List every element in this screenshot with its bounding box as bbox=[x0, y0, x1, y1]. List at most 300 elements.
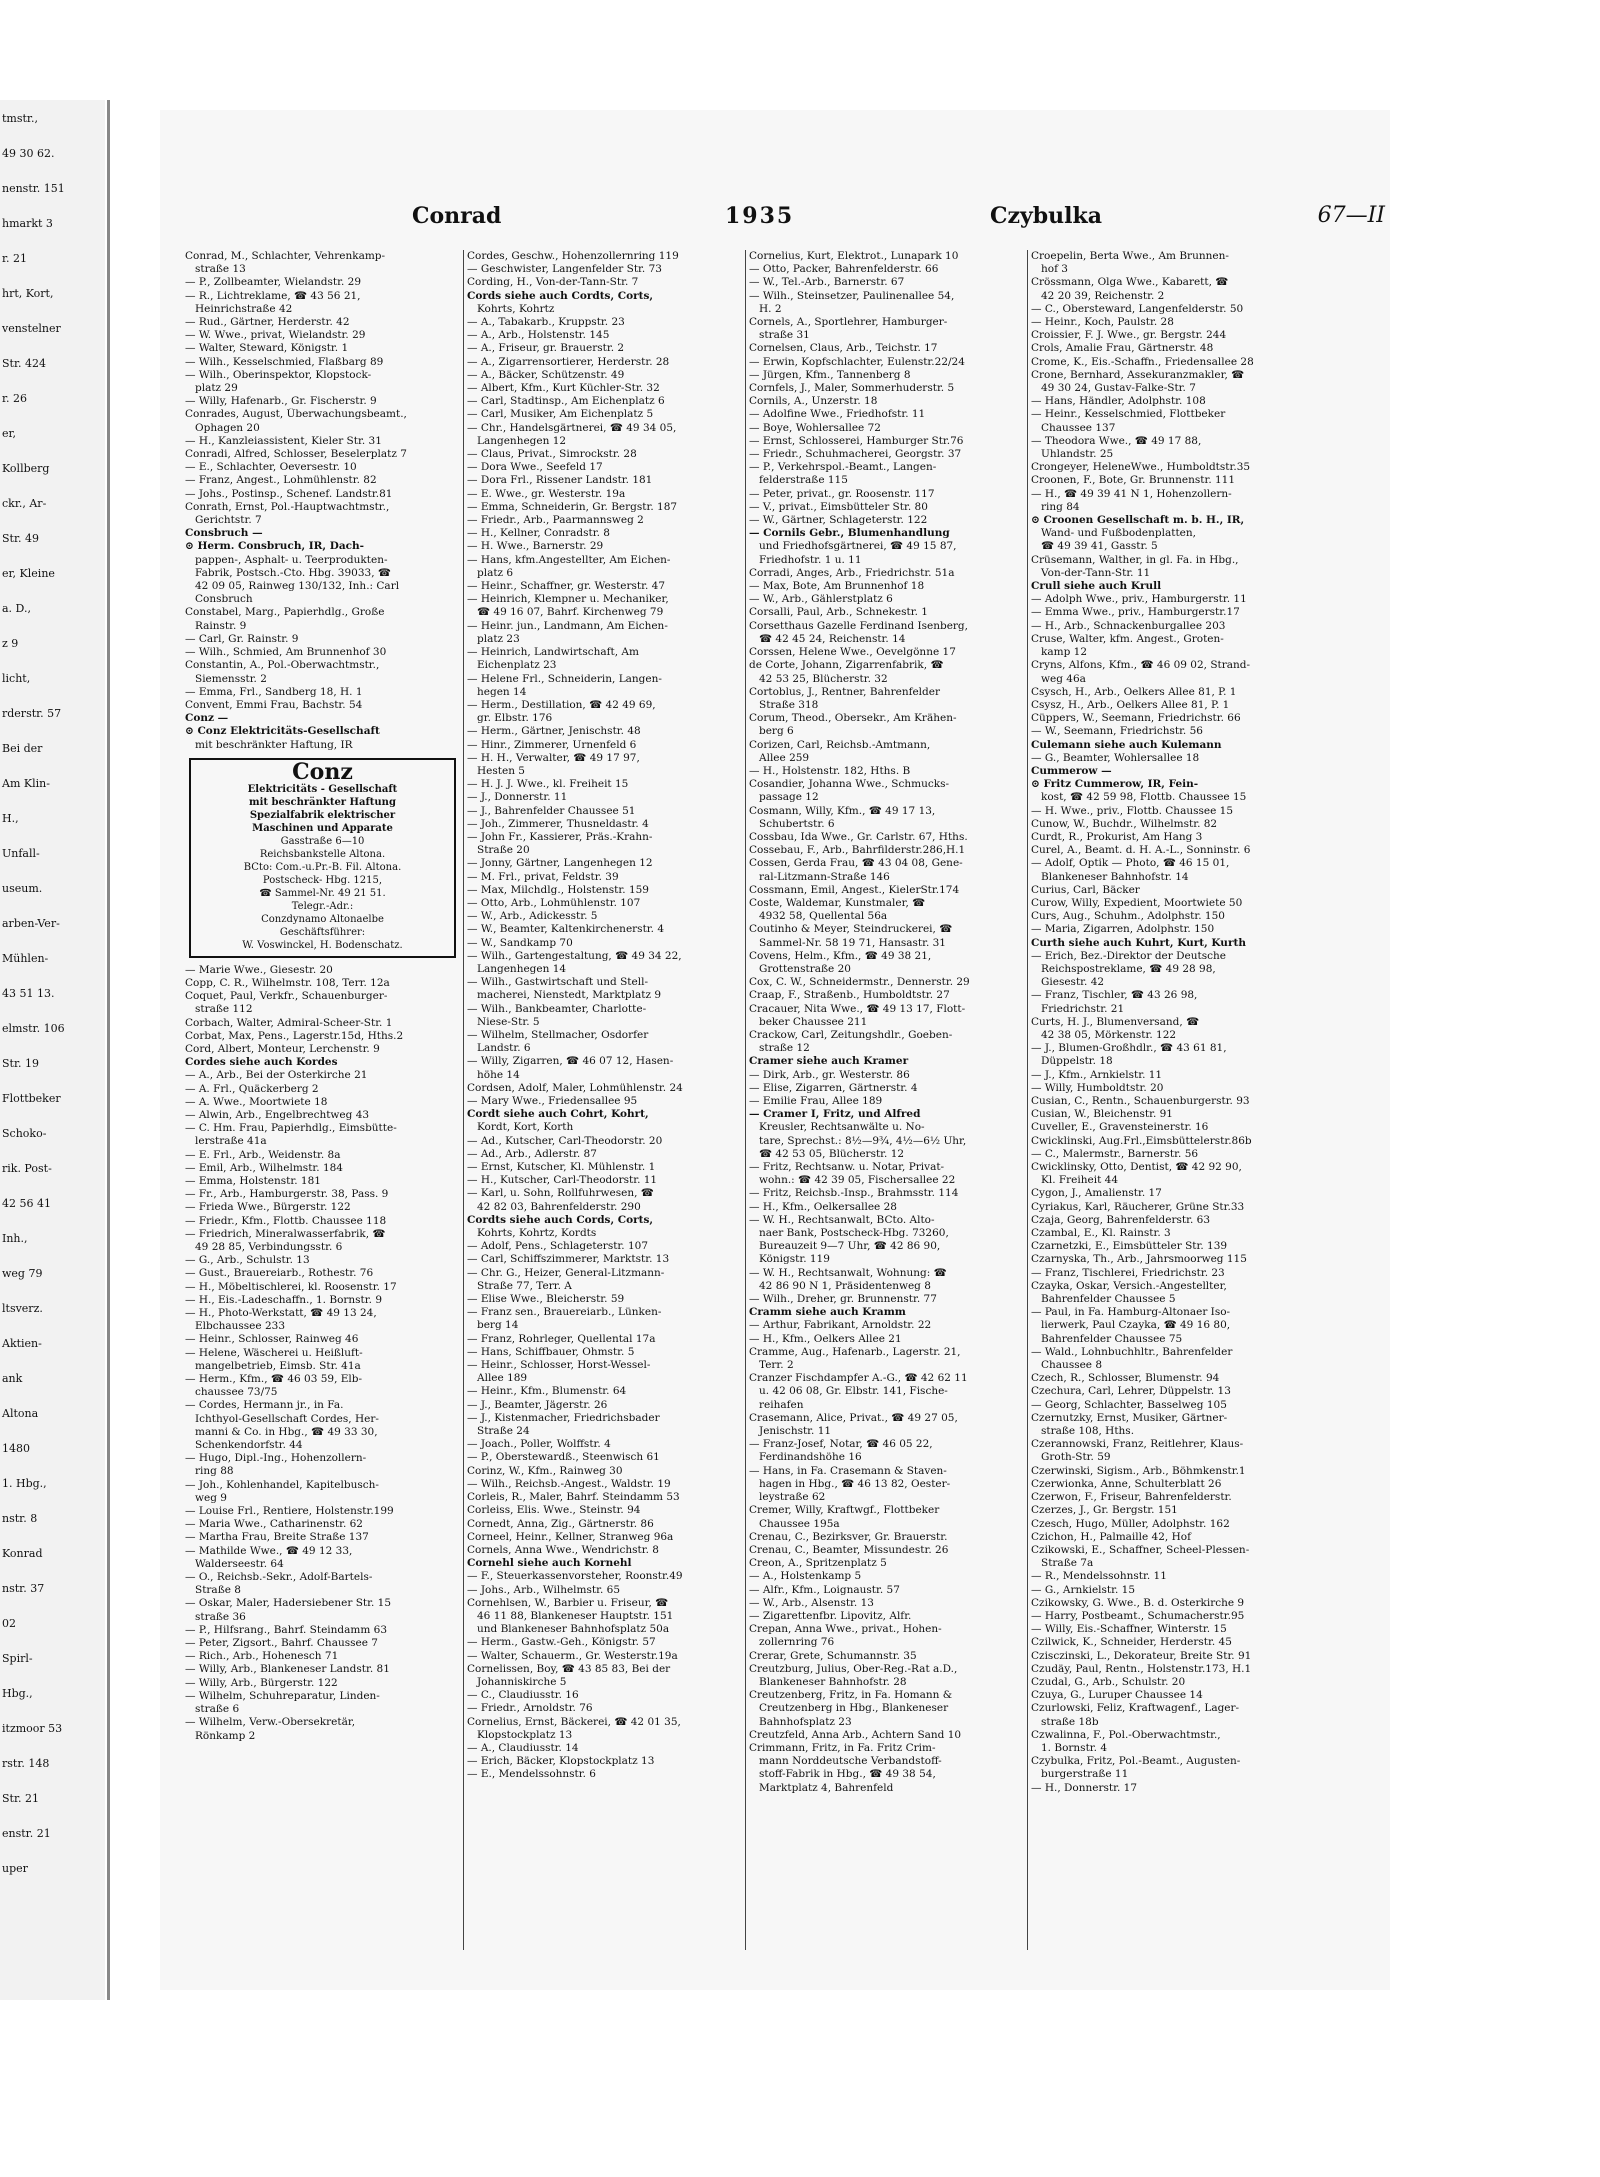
strip-line: Str. 21 bbox=[2, 1792, 39, 1805]
directory-entry: straße 18b bbox=[1041, 1715, 1099, 1728]
directory-entry: ring 84 bbox=[1041, 500, 1080, 513]
strip-line: Kollberg bbox=[2, 462, 50, 475]
directory-entry: — Hugo, Dipl.-Ing., Hohenzollern- bbox=[185, 1452, 367, 1465]
directory-entry: Crols, Amalie Frau, Gärtnerstr. 48 bbox=[1031, 342, 1214, 355]
directory-entry: — W., Beamter, Kaltenkirchenerstr. 4 bbox=[467, 923, 665, 936]
directory-entry: Giesestr. 42 bbox=[1041, 976, 1105, 989]
directory-entry: Cossebau, F., Arb., Bahrfilderstr.286,H.1 bbox=[749, 844, 966, 857]
directory-entry: ⊙ Herm. Consbruch, IR, Dach- bbox=[185, 540, 365, 553]
directory-entry: — H. Wwe., priv., Flottb. Chaussee 15 bbox=[1031, 804, 1233, 817]
directory-entry: Cordt siehe auch Cohrt, Kohrt, bbox=[467, 1108, 649, 1121]
directory-entry: — F., Steuerkassenvorsteher, Roonstr.49 bbox=[467, 1570, 683, 1583]
adjacent-page-strip bbox=[0, 100, 105, 2000]
directory-entry: Curius, Carl, Bäcker bbox=[1031, 883, 1140, 896]
strip-line: Aktien- bbox=[2, 1337, 42, 1350]
directory-entry: lierwerk, Paul Czayka, ☎ 49 16 80, bbox=[1041, 1319, 1231, 1332]
directory-entry: — Willy, Eis.-Schaffner, Winterstr. 15 bbox=[1031, 1623, 1227, 1636]
strip-line: Altona bbox=[2, 1407, 39, 1420]
strip-line: nenstr. 151 bbox=[2, 182, 65, 195]
directory-entry: mann Norddeutsche Verbandstoff- bbox=[759, 1755, 942, 1768]
directory-entry: — H., Kanzleiassistent, Kieler Str. 31 bbox=[185, 434, 382, 447]
directory-entry: Crasemann, Alice, Privat., ☎ 49 27 05, bbox=[749, 1411, 958, 1424]
directory-entry: — Hans, Schiffbauer, Ohmstr. 5 bbox=[467, 1345, 635, 1358]
directory-entry: — Friedr., Kfm., Flottb. Chaussee 118 bbox=[185, 1214, 387, 1227]
directory-entry: — R., Mendelssohnstr. 11 bbox=[1031, 1570, 1167, 1583]
directory-entry: mangelbetrieb, Eimsb. Str. 41a bbox=[195, 1359, 361, 1372]
directory-entry: Bahnhofsplatz 23 bbox=[759, 1715, 852, 1728]
directory-entry: — Walter, Schauerm., Gr. Westerstr.19a bbox=[467, 1649, 678, 1662]
strip-line: er, bbox=[2, 427, 17, 440]
directory-entry: höhe 14 bbox=[477, 1068, 520, 1081]
directory-entry: — Marie Wwe., Giesestr. 20 bbox=[185, 963, 333, 976]
strip-line: z 9 bbox=[2, 637, 19, 650]
directory-entry: gr. Elbstr. 176 bbox=[477, 712, 553, 725]
directory-entry: — C. Hm. Frau, Papierhdlg., Eimsbütte- bbox=[185, 1122, 397, 1135]
directory-entry: Cornels, Anna Wwe., Wendrichstr. 8 bbox=[467, 1543, 659, 1556]
directory-entry: — P., Oberstewardß., Steenwisch 61 bbox=[467, 1451, 660, 1464]
directory-entry: Csysz, H., Arb., Oelkers Allee 81, P. 1 bbox=[1031, 698, 1230, 711]
strip-line: rstr. 148 bbox=[2, 1757, 50, 1770]
directory-entry: Rönkamp 2 bbox=[195, 1729, 256, 1742]
directory-entry: Curts, H. J., Blumenversand, ☎ bbox=[1031, 1015, 1200, 1028]
directory-entry: Cornelius, Ernst, Bäckerei, ☎ 42 01 35, bbox=[467, 1715, 681, 1728]
directory-entry: Wand- und Fußbodenplatten, bbox=[1041, 527, 1196, 540]
directory-entry: Creutzfeld, Anna Arb., Achtern Sand 10 bbox=[749, 1728, 962, 1741]
directory-entry: — E. Wwe., gr. Westerstr. 19a bbox=[467, 487, 626, 500]
directory-entry: passage 12 bbox=[759, 791, 819, 804]
directory-entry: Corssen, Helene Wwe., Oevelgönne 17 bbox=[749, 646, 956, 659]
strip-line: Spirl- bbox=[2, 1652, 33, 1665]
directory-entry: — A., Arb., Holstenstr. 145 bbox=[467, 329, 610, 342]
header-last-name: Czybulka bbox=[990, 203, 1103, 229]
directory-entry: Conrades, August, Überwachungsbeamt., bbox=[185, 408, 407, 421]
directory-entry: 1. Bornstr. 4 bbox=[1041, 1741, 1108, 1754]
directory-entry: — Fr., Arb., Hamburgerstr. 38, Pass. 9 bbox=[185, 1188, 389, 1201]
directory-entry: Czisczinski, L., Dekorateur, Breite Str. 91 bbox=[1031, 1649, 1252, 1662]
directory-entry: — Wilh., Gartengestaltung, ☎ 49 34 22, bbox=[467, 949, 682, 962]
directory-entry: — C., Claudiusstr. 16 bbox=[467, 1689, 579, 1702]
directory-entry: lerstraße 41a bbox=[195, 1135, 267, 1148]
directory-entry: — Rud., Gärtner, Herderstr. 42 bbox=[185, 316, 350, 329]
directory-entry: Crull siehe auch Krull bbox=[1031, 580, 1162, 593]
directory-entry: Groth-Str. 59 bbox=[1041, 1451, 1111, 1464]
strip-line: Inh., bbox=[2, 1232, 28, 1245]
directory-entry: Bahrenfelder Chaussee 75 bbox=[1041, 1332, 1183, 1345]
directory-entry: Düppelstr. 18 bbox=[1041, 1055, 1113, 1068]
strip-line: nstr. 37 bbox=[2, 1582, 45, 1595]
directory-entry: Blankeneser Bahnhofstr. 14 bbox=[1041, 870, 1189, 883]
directory-entry: Schenkendorfstr. 44 bbox=[195, 1439, 303, 1452]
directory-entry: Cortoblus, J., Rentner, Bahrenfelder bbox=[749, 685, 940, 698]
directory-entry: Cummerow — bbox=[1031, 764, 1112, 777]
directory-entry: — Alwin, Arb., Engelbrechtweg 43 bbox=[185, 1108, 370, 1121]
directory-entry: — Heinrich, Klempner u. Mechaniker, bbox=[467, 593, 669, 606]
directory-entry: — G., Beamter, Wohlersallee 18 bbox=[1031, 751, 1200, 764]
directory-entry: zollernring 76 bbox=[759, 1636, 835, 1649]
directory-entry: stoff-Fabrik in Hbg., ☎ 49 38 54, bbox=[759, 1768, 936, 1781]
directory-entry: Klopstockplatz 13 bbox=[477, 1728, 573, 1741]
directory-entry: — Dirk, Arb., gr. Westerstr. 86 bbox=[749, 1068, 910, 1081]
directory-entry: Langenhegen 12 bbox=[477, 434, 567, 447]
directory-entry: — Herm., Destillation, ☎ 42 49 69, bbox=[467, 698, 656, 711]
directory-entry: — H. Wwe., Barnerstr. 29 bbox=[467, 540, 604, 553]
directory-entry: — A., Claudiusstr. 14 bbox=[467, 1741, 579, 1754]
strip-line: rik. Post- bbox=[2, 1162, 52, 1175]
directory-entry: Corleiss, Elis. Wwe., Steinstr. 94 bbox=[467, 1504, 641, 1517]
directory-entry: Crenau, C., Beamter, Missundestr. 26 bbox=[749, 1543, 949, 1556]
directory-entry: Czerzes, J., Gr. Bergstr. 151 bbox=[1031, 1504, 1178, 1517]
strip-line: venstelner bbox=[2, 322, 61, 335]
directory-entry: Cwicklinsky, Otto, Dentist, ☎ 42 92 90, bbox=[1031, 1161, 1242, 1174]
directory-entry: Cramm siehe auch Kramm bbox=[749, 1306, 906, 1319]
directory-entry: — R., Lichtreklame, ☎ 43 56 21, bbox=[185, 289, 361, 302]
directory-entry: — Erich, Bez.-Direktor der Deutsche bbox=[1031, 949, 1226, 962]
directory-entry: Friedhofstr. 1 u. 11 bbox=[759, 553, 862, 566]
directory-entry: — W. H., Rechtsanwalt, Wohnung: ☎ bbox=[749, 1266, 947, 1279]
directory-entry: Conrath, Ernst, Pol.-Hauptwachtmstr., bbox=[185, 500, 390, 513]
directory-entry: Creutzburg, Julius, Ober-Reg.-Rat a.D., bbox=[749, 1662, 958, 1675]
directory-entry: Siemensstr. 2 bbox=[195, 672, 267, 685]
directory-entry: — Ad., Kutscher, Carl-Theodorstr. 20 bbox=[467, 1134, 663, 1147]
directory-entry: 46 11 88, Blankeneser Hauptstr. 151 bbox=[477, 1609, 674, 1622]
directory-entry: — J., Bahrenfelder Chaussee 51 bbox=[467, 804, 636, 817]
directory-entry: Cordes siehe auch Kordes bbox=[185, 1056, 338, 1069]
directory-entry: Corsetthaus Gazelle Ferdinand Isenberg, bbox=[749, 619, 968, 632]
directory-entry: — H., Donnerstr. 17 bbox=[1031, 1781, 1138, 1794]
directory-entry: felderstraße 115 bbox=[759, 474, 848, 487]
directory-entry: — H., Photo-Werkstatt, ☎ 49 13 24, bbox=[185, 1307, 377, 1319]
directory-entry: weg 9 bbox=[195, 1491, 227, 1504]
directory-entry: — H., Kutscher, Carl-Theodorstr. 11 bbox=[467, 1174, 658, 1187]
directory-entry: manni & Co. in Hbg., ☎ 49 33 30, bbox=[195, 1425, 378, 1438]
directory-entry: — H., Arb., Schnackenburgallee 203 bbox=[1031, 619, 1226, 632]
directory-entry: — E. Frl., Arb., Weidenstr. 8a bbox=[185, 1148, 341, 1161]
directory-entry: Czwalinna, F., Pol.-Oberwachtmstr., bbox=[1031, 1728, 1221, 1741]
directory-entry: Allee 189 bbox=[477, 1372, 528, 1385]
directory-entry: — Heinr., Kesselschmied, Flottbeker bbox=[1031, 408, 1226, 421]
directory-entry: — Heinrich, Landwirtschaft, Am bbox=[467, 646, 639, 659]
directory-entry: Czerannowski, Franz, Reitlehrer, Klaus- bbox=[1031, 1438, 1244, 1451]
directory-entry: Curdt, R., Prokurist, Am Hang 3 bbox=[1031, 830, 1203, 843]
directory-entry: — Erich, Bäcker, Klopstockplatz 13 bbox=[467, 1755, 655, 1768]
directory-entry: Czaja, Georg, Bahrenfelderstr. 63 bbox=[1031, 1213, 1211, 1226]
directory-entry: — Theodora Wwe., ☎ 49 17 88, bbox=[1031, 434, 1202, 447]
strip-line: Str. 49 bbox=[2, 532, 39, 545]
directory-entry: — O., Reichsb.-Sekr., Adolf-Bartels- bbox=[185, 1571, 373, 1584]
directory-entry: — G., Arnkielstr. 15 bbox=[1031, 1583, 1136, 1596]
directory-entry: — Friedrich, Mineralwasserfabrik, ☎ bbox=[185, 1227, 386, 1240]
directory-entry: Jenischstr. 11 bbox=[759, 1425, 832, 1438]
strip-line: arben-Ver- bbox=[2, 917, 60, 930]
directory-entry: Curth siehe auch Kuhrt, Kurt, Kurth bbox=[1031, 936, 1246, 949]
directory-entry: Curel, A., Beamt. d. H. A.-L., Sonninstr. 6 bbox=[1031, 844, 1251, 857]
directory-entry: Kreusler, Rechtsanwälte u. No- bbox=[759, 1121, 925, 1134]
directory-entry: — Harry, Postbeamt., Schumacherstr.95 bbox=[1031, 1609, 1245, 1622]
strip-line: Konrad bbox=[2, 1547, 43, 1560]
directory-entry: — Ernst, Schlosserei, Hamburger Str.76 bbox=[749, 434, 964, 447]
directory-entry: — Dora Wwe., Seefeld 17 bbox=[467, 461, 603, 474]
strip-line: a. D., bbox=[2, 602, 31, 615]
directory-entry: — Herm., Gärtner, Jenischstr. 48 bbox=[467, 725, 641, 738]
directory-entry: Cords siehe auch Cordts, Corts, bbox=[467, 289, 654, 302]
directory-entry: — Otto, Packer, Bahrenfelderstr. 66 bbox=[749, 263, 939, 276]
directory-entry: straße 12 bbox=[759, 1042, 810, 1055]
strip-line: uper bbox=[2, 1862, 28, 1875]
directory-entry: Allee 259 bbox=[759, 751, 810, 764]
directory-entry: Corizen, Carl, Reichsb.-Amtmann, bbox=[749, 738, 931, 751]
directory-entry: — H. J. J. Wwe., kl. Freiheit 15 bbox=[467, 778, 629, 791]
directory-entry: — Wilh., Bankbeamter, Charlotte- bbox=[467, 1002, 647, 1015]
directory-entry: Crüsemann, Walther, in gl. Fa. in Hbg., bbox=[1031, 553, 1239, 566]
directory-entry: — Johs., Postinsp., Schenef. Landstr.81 bbox=[185, 487, 393, 500]
ad-line: Maschinen und Apparate bbox=[252, 822, 393, 834]
directory-entry: platz 6 bbox=[477, 566, 514, 579]
directory-entry: Cosandier, Johanna Wwe., Schmucks- bbox=[749, 778, 950, 791]
directory-entry: Convent, Emmi Frau, Bachstr. 54 bbox=[185, 698, 363, 711]
directory-entry: ☎ 49 39 41, Gasstr. 5 bbox=[1041, 540, 1158, 553]
ad-line: mit beschränkter Haftung bbox=[249, 796, 396, 808]
directory-entry: Kordt, Kort, Korth bbox=[477, 1121, 574, 1134]
directory-entry: Crongeyer, HeleneWwe., Humboldtstr.35 bbox=[1031, 461, 1251, 474]
directory-entry: — Willy, Hafenarb., Gr. Fischerstr. 9 bbox=[185, 395, 377, 408]
directory-entry: — Herm., Kfm., ☎ 46 03 59, Elb- bbox=[185, 1373, 363, 1386]
directory-entry: Cornehlsen, W., Barbier u. Friseur, ☎ bbox=[467, 1596, 669, 1609]
directory-entry: — A., Zigarrensortierer, Herderstr. 28 bbox=[467, 355, 670, 368]
strip-line: ank bbox=[2, 1372, 23, 1385]
directory-entry: — Hans, kfm.Angestellter, Am Eichen- bbox=[467, 553, 671, 566]
directory-entry: — A., Bäcker, Schützenstr. 49 bbox=[467, 368, 625, 381]
directory-entry: Consbruch bbox=[195, 593, 253, 606]
directory-entry: tare, Sprechst.: 8½—9¾, 4½—6½ Uhr, bbox=[759, 1134, 967, 1147]
directory-entry: Niese-Str. 5 bbox=[477, 1015, 540, 1028]
directory-entry: Cosmann, Willy, Kfm., ☎ 49 17 13, bbox=[749, 804, 936, 817]
directory-entry: — Elise Wwe., Bleicherstr. 59 bbox=[467, 1293, 625, 1306]
directory-entry: Constantin, A., Pol.-Oberwachtmstr., bbox=[185, 659, 380, 672]
directory-entry: Creutzenberg, Fritz, in Fa. Homann & bbox=[749, 1689, 953, 1702]
directory-entry: Kohrts, Kohrtz bbox=[477, 302, 555, 315]
directory-entry: — C., Obersteward, Langenfelderstr. 50 bbox=[1031, 302, 1244, 315]
strip-line: elmstr. 106 bbox=[2, 1022, 65, 1035]
directory-entry: Corleis, R., Maler, Bahrf. Steindamm 53 bbox=[467, 1491, 680, 1504]
directory-entry: — Wilh., Gastwirtschaft und Stell- bbox=[467, 976, 648, 989]
directory-entry: — Adolph Wwe., priv., Hamburgerstr. 11 bbox=[1031, 593, 1247, 606]
directory-entry: u. 42 06 08, Gr. Elbstr. 141, Fische- bbox=[759, 1385, 948, 1398]
strip-line: enstr. 21 bbox=[2, 1827, 51, 1840]
directory-entry: Cossmann, Emil, Angest., KielerStr.174 bbox=[749, 883, 960, 896]
ad-line: BCto: Com.-u.Pr.-B. Fil. Altona. bbox=[243, 861, 402, 873]
strip-line: 42 56 41 bbox=[2, 1197, 51, 1210]
directory-entry: straße 36 bbox=[195, 1610, 246, 1623]
ad-line: Geschäftsführer: bbox=[279, 926, 366, 938]
directory-entry: — Hans, in Fa. Crasemann & Staven- bbox=[749, 1464, 947, 1477]
directory-entry: — W., Arb., Alsenstr. 13 bbox=[749, 1596, 874, 1609]
directory-entry: Cygon, J., Amalienstr. 17 bbox=[1031, 1187, 1162, 1200]
directory-entry: leystraße 62 bbox=[759, 1491, 826, 1504]
directory-entry: Gerichtstr. 7 bbox=[195, 514, 262, 527]
directory-entry: — Ad., Arb., Adlerstr. 87 bbox=[467, 1147, 597, 1160]
directory-entry: — Helene, Wäscherei u. Heißluft- bbox=[185, 1346, 363, 1359]
directory-entry: Craap, F., Straßenb., Humboldtstr. 27 bbox=[749, 989, 950, 1002]
directory-entry: Blankeneser Bahnhofstr. 28 bbox=[759, 1675, 907, 1688]
directory-entry: Terr. 2 bbox=[759, 1359, 794, 1372]
directory-entry: Cordes, Geschw., Hohenzollernring 119 bbox=[467, 250, 679, 262]
directory-entry: Eichenplatz 23 bbox=[477, 659, 557, 672]
directory-entry: — Cramer I, Fritz, und Alfred bbox=[749, 1108, 921, 1121]
directory-entry: und Friedhofsgärtnerei, ☎ 49 15 87, bbox=[759, 540, 957, 553]
directory-entry: beker Chaussee 211 bbox=[759, 1015, 868, 1028]
directory-entry: Czech, R., Schlosser, Blumenstr. 94 bbox=[1031, 1372, 1220, 1385]
directory-entry: — Emil, Arb., Wilhelmstr. 184 bbox=[185, 1161, 343, 1174]
directory-entry: — Wilh., Oberinspektor, Klopstock- bbox=[185, 368, 372, 381]
directory-entry: Czikowski, E., Schaffner, Scheel-Plessen- bbox=[1031, 1543, 1250, 1556]
directory-entry: Straße 8 bbox=[195, 1584, 241, 1597]
strip-line: Mühlen- bbox=[2, 952, 49, 965]
directory-entry: — P., Hilfsrang., Bahrf. Steindamm 63 bbox=[185, 1623, 387, 1636]
directory-entry: — A., Arb., Bei der Osterkirche 21 bbox=[185, 1069, 368, 1082]
directory-entry: Cox, C. W., Schneidermstr., Dennerstr. 29 bbox=[749, 976, 970, 989]
directory-entry: mit beschränkter Haftung, IR bbox=[195, 738, 353, 751]
directory-entry: straße 112 bbox=[195, 1003, 253, 1016]
directory-entry: Straße 77, Terr. A bbox=[477, 1279, 572, 1292]
directory-entry: Cornelsen, Claus, Arb., Teichstr. 17 bbox=[749, 342, 938, 355]
directory-entry: Straße 20 bbox=[477, 844, 530, 857]
directory-entry: kost, ☎ 42 59 98, Flottb. Chaussee 15 bbox=[1041, 791, 1247, 804]
directory-entry: — Johs., Arb., Wilhelmstr. 65 bbox=[467, 1583, 620, 1596]
directory-entry: Czechura, Carl, Lehrer, Düppelstr. 13 bbox=[1031, 1385, 1231, 1398]
directory-entry: — A. Wwe., Moortwiete 18 bbox=[185, 1095, 328, 1108]
directory-entry: — Wilhelm, Stellmacher, Osdorfer bbox=[467, 1028, 649, 1041]
directory-entry: straße 6 bbox=[195, 1703, 240, 1716]
directory-entry: ring 88 bbox=[195, 1465, 234, 1478]
directory-entry: Czernutzky, Ernst, Musiker, Gärtner- bbox=[1031, 1411, 1228, 1424]
strip-line: Flottbeker bbox=[2, 1092, 61, 1105]
directory-entry: — J., Beamter, Jägerstr. 26 bbox=[467, 1398, 608, 1411]
directory-entry: Cornehl siehe auch Kornehl bbox=[467, 1557, 632, 1570]
directory-entry: — A. Frl., Quäckerberg 2 bbox=[185, 1082, 319, 1095]
strip-line: 43 51 13. bbox=[2, 987, 55, 1000]
directory-entry: Grottenstraße 20 bbox=[759, 962, 851, 975]
directory-entry: — Hans, Händler, Adolphstr. 108 bbox=[1031, 395, 1206, 408]
directory-entry: Creon, A., Spritzenplatz 5 bbox=[749, 1557, 887, 1570]
directory-entry: — Paul, in Fa. Hamburg-Altonaer Iso- bbox=[1031, 1306, 1231, 1319]
directory-entry: Czayka, Oskar, Versich.-Angestellter, bbox=[1031, 1279, 1227, 1292]
directory-entry: Ichthyol-Gesellschaft Cordes, Her- bbox=[195, 1412, 379, 1425]
directory-entry: Cryns, Alfons, Kfm., ☎ 46 09 02, Strand- bbox=[1031, 659, 1251, 672]
directory-entry: burgerstraße 11 bbox=[1041, 1768, 1129, 1781]
directory-entry: Cremer, Willy, Kraftwgf., Flottbeker bbox=[749, 1504, 940, 1517]
directory-entry: Bureauzeit 9—7 Uhr, ☎ 42 86 90, bbox=[759, 1240, 941, 1253]
directory-entry: — Franz-Josef, Notar, ☎ 46 05 22, bbox=[749, 1438, 933, 1451]
directory-entry: Corinz, W., Kfm., Rainweg 30 bbox=[467, 1464, 623, 1477]
directory-entry: Czerwon, F., Friseur, Bahrenfelderstr. bbox=[1031, 1491, 1232, 1504]
directory-entry: — Mary Wwe., Friedensallee 95 bbox=[467, 1095, 638, 1107]
directory-entry: — H., Kfm., Oelkersallee 28 bbox=[749, 1200, 897, 1213]
directory-entry: Cornils, A., Unzerstr. 18 bbox=[749, 395, 878, 408]
directory-entry: Cüppers, W., Seemann, Friedrichstr. 66 bbox=[1031, 712, 1241, 725]
directory-entry: — H., Kfm., Oelkers Allee 21 bbox=[749, 1332, 902, 1345]
directory-entry: Corneel, Heinr., Kellner, Stranweg 96a bbox=[467, 1530, 674, 1543]
directory-entry: — Gust., Brauereiarb., Rothestr. 76 bbox=[185, 1267, 374, 1280]
directory-entry: Heinrichstraße 42 bbox=[195, 302, 293, 315]
directory-entry: Crimmann, Fritz, in Fa. Fritz Crim- bbox=[749, 1741, 936, 1754]
strip-line: Hbg., bbox=[2, 1687, 33, 1700]
directory-entry: — Wilhelm, Schuhreparatur, Linden- bbox=[185, 1689, 380, 1702]
directory-entry: naer Bank, Postscheck-Hbg. 73260, bbox=[759, 1227, 949, 1240]
directory-entry: — A., Friseur, gr. Brauerstr. 2 bbox=[467, 342, 625, 355]
directory-entry: — Wilh., Reichsb.-Angest., Waldstr. 19 bbox=[467, 1477, 671, 1490]
directory-entry: — Max, Milchdlg., Holstenstr. 159 bbox=[467, 883, 649, 896]
directory-entry: — Walter, Steward, Königstr. 1 bbox=[185, 342, 349, 355]
directory-entry: Crone, Bernhard, Assekuranzmakler, ☎ bbox=[1031, 368, 1245, 381]
directory-entry: — Otto, Arb., Lohmühlenstr. 107 bbox=[467, 896, 641, 909]
directory-entry: — W., Sandkamp 70 bbox=[467, 936, 573, 949]
directory-entry: — Alfr., Kfm., Loignaustr. 57 bbox=[749, 1583, 900, 1596]
directory-entry: Cord, Albert, Monteur, Lerchenstr. 9 bbox=[185, 1042, 380, 1055]
directory-entry: pappen-, Asphalt- u. Teerprodukten- bbox=[195, 553, 388, 566]
directory-entry: ☎ 49 16 07, Bahrf. Kirchenweg 79 bbox=[477, 606, 664, 619]
directory-entry: Curs, Aug., Schuhm., Adolphstr. 150 bbox=[1031, 910, 1225, 923]
directory-entry: Cossbau, Ida Wwe., Gr. Carlstr. 67, Hths. bbox=[749, 830, 968, 843]
directory-entry: Czurlowski, Feliz, Kraftwagenf., Lager- bbox=[1031, 1702, 1240, 1715]
directory-entry: Uhlandstr. 25 bbox=[1041, 448, 1114, 461]
directory-entry: — H., Holstenstr. 182, Hths. B bbox=[749, 764, 911, 777]
directory-entry: Kohrts, Kohrtz, Kordts bbox=[477, 1227, 597, 1240]
page-number: 67—II bbox=[1317, 203, 1385, 228]
directory-entry: Cornfels, J., Maler, Sommerhuderstr. 5 bbox=[749, 382, 955, 395]
directory-entry: ⊙ Conz Elektricitäts-Gesellschaft bbox=[185, 725, 380, 738]
directory-entry: — A., Holstenkamp 5 bbox=[749, 1570, 862, 1583]
ad-line: Telegr.-Adr.: bbox=[291, 900, 354, 912]
directory-entry: — Wilh., Kesselschmied, Flaßbarg 89 bbox=[185, 355, 384, 368]
directory-entry: — Dora Frl., Rissener Landstr. 181 bbox=[467, 474, 653, 487]
directory-entry: 42 38 05, Mörkenstr. 122 bbox=[1041, 1028, 1177, 1041]
directory-entry: Corradi, Anges, Arb., Friedrichstr. 51a bbox=[749, 566, 955, 579]
strip-line: Bei der bbox=[2, 742, 43, 755]
directory-entry: — P., Verkehrspol.-Beamt., Langen- bbox=[749, 461, 937, 474]
directory-entry: — Albert, Kfm., Kurt Küchler-Str. 32 bbox=[467, 382, 660, 395]
strip-line: H., bbox=[2, 812, 19, 825]
directory-entry: 49 28 85, Verbindungsstr. 6 bbox=[195, 1240, 343, 1253]
directory-entry: Kl. Freiheit 44 bbox=[1041, 1174, 1119, 1187]
directory-entry: — Martha Frau, Breite Straße 137 bbox=[185, 1531, 369, 1544]
conz-advertisement bbox=[189, 758, 456, 958]
directory-entry: Csysch, H., Arb., Oelkers Allee 81, P. 1 bbox=[1031, 685, 1237, 698]
directory-entry: Chaussee 8 bbox=[1041, 1359, 1103, 1372]
directory-entry: — Willy, Humboldtstr. 20 bbox=[1031, 1081, 1164, 1094]
directory-entry: Curow, Willy, Expedient, Moortwiete 50 bbox=[1031, 896, 1243, 909]
directory-entry: — J., Kfm., Arnkielstr. 11 bbox=[1031, 1068, 1163, 1081]
directory-entry: Corum, Theod., Obersekr., Am Krähen- bbox=[749, 712, 957, 725]
directory-entry: hagen in Hbg., ☎ 46 13 82, Oester- bbox=[759, 1477, 951, 1490]
page-fold bbox=[107, 100, 110, 2000]
directory-entry: Czuya, G., Luruper Chaussee 14 bbox=[1031, 1689, 1203, 1702]
directory-entry: — Elise, Zigarren, Gärtnerstr. 4 bbox=[749, 1081, 918, 1094]
strip-line: er, Kleine bbox=[2, 567, 55, 580]
directory-entry: — G., Arb., Schulstr. 13 bbox=[185, 1254, 310, 1267]
directory-entry: — Franz, Angest., Lohmühlenstr. 82 bbox=[185, 474, 377, 487]
directory-entry: Crössmann, Olga Wwe., Kabarett, ☎ bbox=[1031, 276, 1229, 289]
directory-column-1 bbox=[185, 250, 460, 1960]
directory-entry: — Louise Frl., Rentiere, Holstenstr.199 bbox=[185, 1505, 394, 1518]
directory-entry: — John Fr., Kassierer, Präs.-Krahn- bbox=[467, 830, 653, 843]
directory-entry: — Fritz, Rechtsanw. u. Notar, Privat- bbox=[749, 1161, 945, 1174]
ad-line: Gasstraße 6—10 bbox=[280, 835, 365, 847]
directory-entry: — Chr. G., Heizer, General-Litzmann- bbox=[467, 1266, 665, 1279]
directory-entry: — Jonny, Gärtner, Langenhegen 12 bbox=[467, 857, 653, 870]
directory-entry: — Heinr., Schaffner, gr. Westerstr. 47 bbox=[467, 580, 666, 593]
directory-entry: ☎ 42 53 05, Blücherstr. 12 bbox=[759, 1147, 905, 1160]
directory-entry: — H., Eis.-Ladeschaffn., 1. Bornstr. 9 bbox=[185, 1293, 383, 1306]
